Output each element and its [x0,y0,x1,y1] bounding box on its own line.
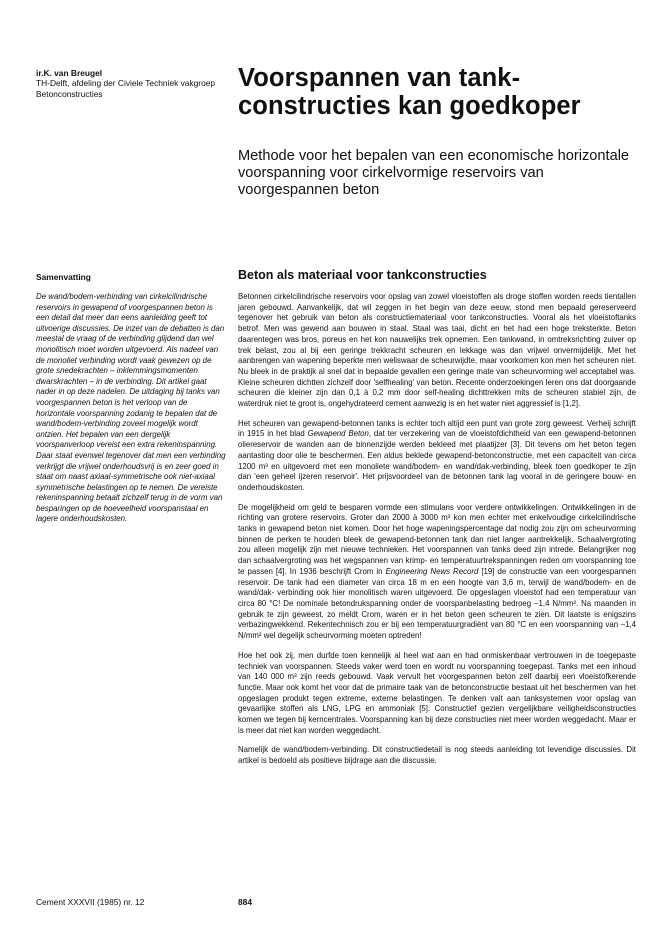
journal-name: Gewapend Beton [307,429,369,439]
paragraph: Het scheuren van gewapend-betonnen tanks is echter toch altijd een punt van grote zorg geweest. Verheij schrijft in 1915 in het blad Gewapend Beton, dat ter verzekering van de vloeistofdichtheid van een gewapend-betonnen oliereservoir de wanden aan de binnenzijde werden bekleed met plaatijzer [3]. Dit tevens om het beton tegen aantasting door olie te beschermen. Een aldus beklede gewapend-betonconstructie, met een capaciteit van circa 1200 m³ en uitgevoerd met een monoliete wand/bodem- en wand/dak-verbinding, bleek toen goedkoper te zijn dan 'een geheel ijzeren reservoir'. Het prijsvoordeel van de betonnen tank lag vooral in de geringere bouw- en onderhoudskosten. [238,418,636,492]
paragraph: Hoe het ook zij, men durfde toen kennelijk al heel wat aan en had onmiskenbaar vertrouwen in de toegepaste techniek van voorspannen. Steeds vaker werd toen en wordt nu voorspanning toegepast. Tanks met een inhoud van 140 000 m³ zijn reeds gebouwd. Vaak vervult het voorgespannen beton zelf daarbij een vloeistofkerende functie. Maar ook komt het voor dat de primaire taak van de betonconstructie bestaat uit het beschermen van het opgeslagen produkt tegen extreme, externe belastingen. Te denken valt aan tanksystemen voor opslag van gevaarlijke stoffen als LNG, LPG en ammoniak [5]. Constructief gezien vergelijkbare veiligheidsconstructies komen we tegen bij kerncentrales. Voorspanning kan bij deze constructies niet meer worden weggedacht. Maar er is meer dat niet kan worden weggedacht. [238,650,636,735]
author-block [36,68,226,99]
summary-heading: Samenvatting [36,272,91,282]
paragraph: Betonnen cirkelcilindrische reservoirs voor opslag van zowel vloeistoffen als droge stoffen worden reeds tientallen jaren gebouwd. Aanvankelijk, dat wil zeggen in het begin van deze eeuw, stond men bepaald gereserveerd tegenover het gebruik van beton als constructiemateriaal voor tankconstructies. Vooral als het vloeistoftanks betrof. Men was gewend aan bouwen in staal. Staal was taai, dicht en het had een hoge treksterkte. Beton daarentegen was bros, poreus en het kon nauwelijks trek opnemen. Een tankwand, in omtreksrichting zuiver op trek belast, zou al bij een geringe trekkracht scheuren en lekkage was dan vrijwel onvermijdelijk. Met het aanbrengen van wapening beperkte men weliswaar de scheurwijdte, maar voorkomen kon men het scheuren niet. Nu bleek in de praktijk al snel dat in bepaalde gevallen een geringe mate van scheurvorming wel acceptabel was. Kleine scheuren dichtten zichzelf door 'selfhealing' van beton. Recente onderzoekingen leren ons dat doorgaande scheuren die kleiner zijn dan 0,1 à 0,2 mm door self-healing dichttrekken mits de scheuren stabiel zijn, de waterdruk niet te groot is, ongehydrateerd cement aanwezig is en het water niet aggressief is [1,2]. [238,292,636,409]
article-title: Voorspannen van tank-constructies kan goedkoper [238,64,581,120]
journal-footer: Cement XXXVII (1985) nr. 12 [36,897,145,907]
section-heading: Beton als materiaal voor tankconstructies [238,268,487,282]
paragraph: Namelijk de wand/bodem-verbinding. Dit constructiedetail is nog steeds aanleiding tot levendige discussies. Dit artikel is bedoeld als positieve bijdrage aan die discussie. [238,745,636,766]
article-subtitle: Methode voor het bepalen van een economische horizontale voorspanning voor cirkelvormige reservoirs van voorgespannen beton [238,148,630,198]
summary-text: De wand/bodem-verbinding van cirkelcilindrische reservoirs in gewapend of voorgespannen beton is een detail dat meer dan eens aanleiding geeft tot uitvoerige discussies. De inzet van de debatten is dan meestal de vraag of de verbinding glijdend dan wel monolitisch moet worden uitgevoerd. Als nadeel van de monoliet verbinding wordt vaak gewezen op de grote snedekrachten – inklemmingsmomenten dwarskrachten – in de verbinding. Dit artikel gaat nader in op deze nadelen. De uitdaging bij tanks van voorgespannen beton is het verloop van de horizontale voorspanning zodanig te bepalen dat de wand/bodem-verbinding zoveel mogelijk wordt ontzien. Het bepalen van een dergelijk voorspanverloop vereist een extra rekeninspanning. Daar staat evenwel tegenover dat men een verbinding verkrijgt die vrijwel onderhoudsvrij is en zeer goed in staat om naast axiaal-symmetrische ook niet-axiaal symmetrische belastingen op te nemen. De vereiste rekeninspanning betaalt zichzelf terug in de vorm van besparingen op de hoeveelheid voorspanstaal en lagere onderhoudskosten. [36,292,226,524]
journal-name: Engineering News Record [385,566,479,576]
section-body [238,292,636,776]
author-affiliation: TH-Delft, afdeling der Civiele Techniek vakgroep Betonconstructies [36,78,216,99]
author-name: ir.K. van Breugel [36,68,103,78]
paragraph: De mogelijkheid om geld te besparen vormde een stimulans voor verdere ontwikkelingen. Ontwikkelingen in de richting van grotere reservoirs. Groter dan 2000 à 3000 m³ kon men echter met enkelvoudige cirkelcilindrische tanks in gewapend beton niet komen. Door het hoge wapeningspercentage dat nodig zou zijn om scheurvorming binnen de perken te houden bleek de gewapend-betonnen tank dan niet langer aantrekkelijk. Schaalvergroting zou alleen mogelijk zijn met nieuwe technieken. Het voorspannen van tanks deed zijn intrede. Belangrijker nog dan schaalvergroting was het wegspannen van krimp- en temperatuurtrekspanningen reden om voorspanning toe te passen [4]. In 1936 beschrijft Crom in Engineering News Record [19] de constructie van een voorgespannen reservoir. De tank had een diameter van circa 18 m en een hoogte van 3,6 m, terwijl de wand/bodem- en de wand/dak- verbinding ook hier monolitisch waren uitgevoerd. De opgeslagen vloeistof had een temperatuur van circa 80 °C! De nominale betondrukspanning onder de voorspanbelasting bedroeg –1,4 N/mm². Na maanden in gebruik te zijn geweest, zo meldt Crom, waren er in het beton geen scheuren te zien. Dit laatste is enigszins verbazingwekkend. Rekentechnisch zou er bij een temperatuurgradiënt van 80 °C en een voorspanning van –1,4 N/mm² wel degelijk scheurvorming moeten optreden! [238,502,637,641]
page-number: 884 [238,897,252,907]
